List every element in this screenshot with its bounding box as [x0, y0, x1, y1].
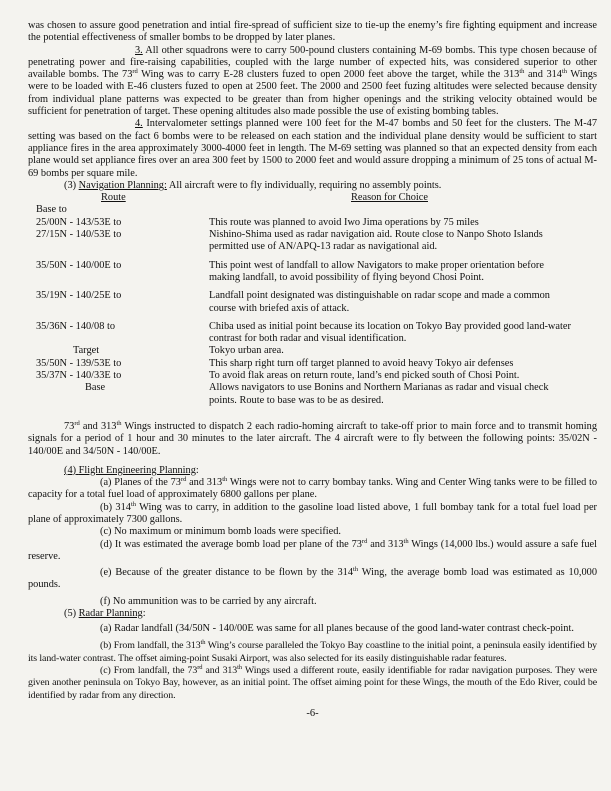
paragraph-3: 3. All other squadrons were to carry 500-pound clusters containing M-69 bombs. This type chosen because of penetrating power and fire-raising capabilities, coupled with the large number of expected hits, was considered superior to other available bombs. The 73rd Wing was to carry E-28 clusters fuzed to open 2000 feet above the target, while the 313th and 314th Wings were to be loaded with E-46 clusters fuzed to open at 2500 feet. The 2000 and 2500 feet fuzing altitudes were selected because density from individual plane patterns was expected to be greater than from higher openings and the striking velocity obtained would be sufficient for penetration of target. These opening altitudes also made possible the use of existing bombing tables.: [28, 44, 597, 118]
flight-item-d: (d) It was estimated the average bomb load per plane of the 73rd and 313th Wings (14,000 lbs.) would assure a safe fuel reserve.: [28, 537, 598, 562]
reason-column-header: Reason for Choice: [351, 192, 428, 204]
page-number: -6-: [306, 707, 319, 719]
intro-paragraph: [28, 20, 597, 45]
flight-engineering-heading: (4) Flight Engineering Planning:: [64, 464, 199, 476]
paragraph-4-number: 4.: [135, 118, 143, 130]
flight-item-b: (b) 314th Wing was to carry, in addition to the gasoline load listed above, 1 full bombay tank for a total fuel load per plane of approximately 7300 gallons.: [28, 500, 597, 525]
radar-item-b: (b) From landfall, the 313th Wing’s course paralleled the Tokyo Bay coastline to the initial point, a peninsula easily identified by its land-water contrast. The offset aiming-point Susaki Airport, was also selected for its easily distinguishable radar features.: [28, 639, 597, 664]
table-row: 27/15N - 140/53E to Nishino-Shima used as radar navigation aid. Route close to Nanpo Shoto Islands permitted use of AN/APQ-13 radar as navigational aid.: [36, 229, 543, 253]
radar-planning-heading: (5) Radar Planning:: [64, 608, 146, 620]
flight-item-e: (e) Because of the greater distance to be flown by the 314th Wing, the average bomb load was estimated as 10,000 pounds.: [28, 566, 597, 591]
table-row: 35/37N - 140/33E to To avoid flak areas on return route, land’s end picked south of Chosi Point.: [36, 370, 520, 382]
radar-item-c: (c) From landfall, the 73rd and 313th Wings used a different route, easily identifiable for radar navigation purposes. They were given another peninsula on Tokyo Bay, however, as an initial point. The offset aiming point for these Wings, the mouth of the Edo River, could be identified by radar from any direction.: [28, 663, 597, 701]
table-row: Base Allows navigators to use Bonins and Northern Marianas as radar and visual check points. Route to base was to be as desired.: [85, 382, 549, 406]
table-row: 35/50N - 140/00E to This point west of landfall to allow Navigators to make proper orientation before making landfall, to avoid possibility of flying beyond Chosi Point.: [36, 259, 544, 283]
paragraph-4: 4. Intervalometer settings planned were 100 feet for the M-47 bombs and 50 feet for the clusters. The M-47 setting was based on the fact 6 bombs were to be released on each station and the individual plane density would be sufficient to start appliance fires in the area approximately 3000-4000 feet in length. The M-69 setting was planned so that an expected density from each plane would set appliance fires over an area 300 feet by 1500 to 2000 feet and would assure dropping a minimum of 25 tons of actual M-69 bombs per square mile.: [28, 118, 597, 179]
table-row: 35/19N - 140/25E to Landfall point designated was distinguishable on radar scope and made a common course with briefed axis of attack.: [36, 290, 550, 314]
intro-line-2: and increase the potential effectiveness of smaller bombs to be dropped by later planes.: [28, 20, 597, 44]
navigation-heading: (3) Navigation Planning: All aircraft were to fly individually, requiring no assembly points.: [64, 179, 442, 191]
paragraph-3-number: 3.: [135, 44, 143, 56]
flight-item-c: (c) No maximum or minimum bomb loads were specified.: [100, 526, 342, 538]
navigation-planning-section: [28, 180, 597, 407]
homing-paragraph: 73rd and 313th Wings instructed to dispatch 2 each radio-homing aircraft to take-off prior to main force and to transmit homing signals for a period of 1 hour and 30 minutes to the later aircraft. The 4 aircraft were to fly between the following points: 35/02N - 140/00E and 34/50N - 140/00E.: [28, 419, 597, 457]
intro-line-1: was chosen to assure good penetration and intial fire-spread of sufficient size to tie-up the enemy’s fire fighting equipment: [28, 20, 543, 31]
table-row: Base to: [36, 204, 67, 216]
route-column-header: Route: [101, 192, 126, 204]
table-row: 25/00N - 143/53E to This route was planned to avoid Iwo Jima operations by 75 miles: [36, 216, 479, 228]
flight-item-f: (f) No ammunition was to be carried by any aircraft.: [100, 595, 317, 607]
table-row: Target Tokyo urban area.: [73, 345, 284, 357]
radar-item-a: (a) Radar landfall (34/50N - 140/00E was same for all planes because of the good land-water contrast check-point.: [100, 623, 574, 635]
table-row: 35/36N - 140/08 to Chiba used as initial point because its location on Tokyo Bay provided good land-water contrast for both radar and visual identification.: [36, 320, 571, 345]
navigation-table-header: [75, 192, 597, 204]
flight-item-a: (a) Planes of the 73rd and 313th Wings were not to carry bombay tanks. Wing and Center Wing tanks were to be filled to capacity for a total fuel load of approximately 6800 gallons per plane.: [28, 476, 598, 501]
table-row: 35/50N - 139/53E to This sharp right turn off target planned to avoid heavy Tokyo air defenses: [36, 357, 514, 369]
